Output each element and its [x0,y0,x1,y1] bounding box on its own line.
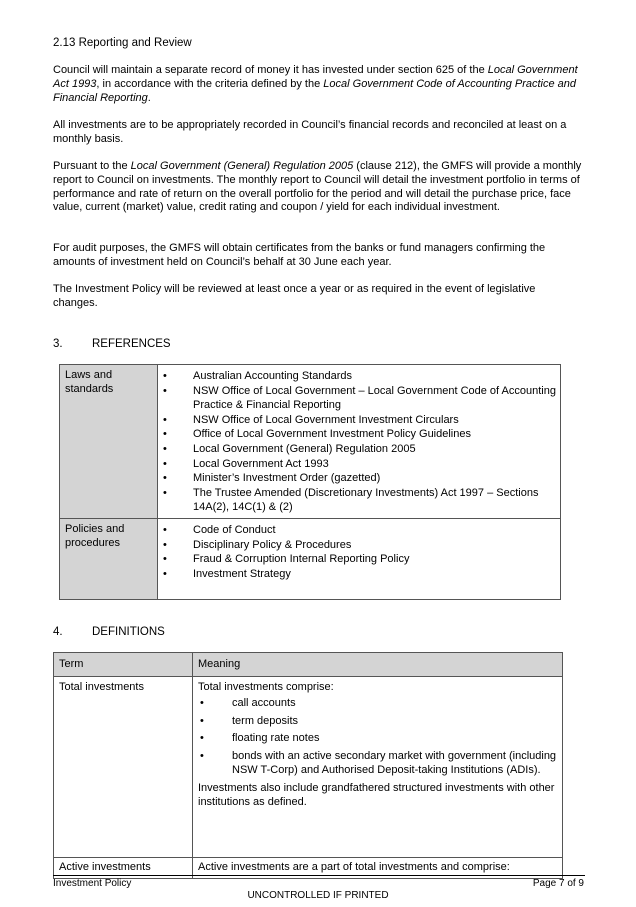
bullet-icon: • [163,472,167,485]
list-item: • Office of Local Government Investment Policy Guidelines [163,428,471,441]
bullet-icon: • [163,457,167,470]
section-title-definitions: DEFINITIONS [92,626,165,638]
list-item: • floating rate notes [200,732,320,745]
section-number-references: 3. [53,338,63,350]
definition-term: Active investments [54,858,193,878]
references-row-policies [60,518,560,599]
list-item: • call accounts [200,696,296,709]
bullet-icon: • [163,524,167,536]
footer-divider [53,875,585,876]
bullet-icon: • [200,696,204,709]
header-meaning: Meaning [198,658,241,670]
paragraph-monthly-report: Pursuant to the Local Government (General) Regulation 2005 (clause 212), the GMFS will provide a monthly report to Council on investments. The monthly report to Council will detail the investment portfolio in terms of performance and rate of return on the overall portfolio for the period and will detail the purchase price, face value, current (market) value, credit rating and coupon / yield for each individual investment. [53,160,582,214]
list-item: • Investment Strategy [163,567,291,580]
bullet-icon: • [163,567,167,580]
definition-outro: Investments also include grandfathered structured investments with other institutions as defined. [198,781,555,808]
section-heading-2-13: 2.13 Reporting and Review [53,37,192,49]
paragraph-audit: For audit purposes, the GMFS will obtain certificates from the banks or fund managers confirming the amounts of investment held on Council’s behalf at 30 June each year. [53,242,546,268]
list-item: • Local Government (General) Regulation 2005 [163,442,416,455]
header-term: Term [54,653,193,676]
list-item: • Code of Conduct [163,524,276,536]
references-list [158,369,556,515]
list-item: • The Trustee Amended (Discretionary Investments) Act 1997 – Sections 14A(2), 14C(1) & (2) [163,486,539,514]
bullet-icon: • [163,486,167,499]
list-item: • Minister’s Investment Order (gazetted) [163,472,381,485]
paragraph-recording: All investments are to be appropriately recorded in Council’s financial records and reconciled at least on a monthly basis. [53,119,567,145]
definition-term: Total investments [54,677,193,857]
definitions-table [53,652,563,879]
section-number-definitions: 4. [53,626,63,638]
table-row [54,677,562,857]
list-item: • term deposits [200,714,299,727]
definition-list [198,697,557,778]
bullet-icon: • [163,384,167,397]
paragraph-record-keeping: Council will maintain a separate record of money it has invested under section 625 of the Local Government Act 1993, in accordance with the criteria defined by the Local Government Code of Accounting Practice and Financial Reporting. [53,64,578,104]
definition-meaning [193,677,562,857]
references-row-laws [60,365,560,518]
footer-page-number: Page 7 of 9 [532,878,584,889]
list-item: • NSW Office of Local Government – Local Government Code of Accounting Practice & Financial Reporting [163,384,556,412]
list-item: • Disciplinary Policy & Procedures [163,538,352,551]
definition-intro: Total investments comprise: [198,681,334,693]
list-item: • Local Government Act 1993 [163,457,329,470]
bullet-icon: • [163,553,167,566]
section-title-references: REFERENCES [92,338,171,350]
bullet-icon: • [163,413,167,426]
bullet-icon: • [200,714,204,727]
references-list [158,523,556,581]
list-item: • NSW Office of Local Government Investment Circulars [163,413,459,426]
bullet-icon: • [163,442,167,455]
bullet-icon: • [163,538,167,551]
references-label: Laws and standards [60,365,158,518]
bullet-icon: • [163,428,167,441]
references-label: Policies and procedures [60,519,158,599]
references-table [59,364,561,600]
definition-meaning: Active investments are a part of total investments and comprise: [198,861,510,873]
bullet-icon: • [200,750,204,763]
bullet-icon: • [200,732,204,745]
list-item: • Fraud & Corruption Internal Reporting Policy [163,553,410,566]
footer-document-title: Investment Policy [53,878,132,889]
definitions-header [54,653,562,677]
paragraph-review: The Investment Policy will be reviewed at least once a year or as required in the event of legislative changes. [53,283,536,309]
footer-uncontrolled-notice: UNCONTROLLED IF PRINTED [247,890,389,901]
list-item: • Australian Accounting Standards [163,370,352,382]
bullet-icon: • [163,370,167,382]
list-item: • bonds with an active secondary market with government (including NSW T-Corp) and Authorised Deposit-taking Institutions (ADIs). [200,750,557,776]
